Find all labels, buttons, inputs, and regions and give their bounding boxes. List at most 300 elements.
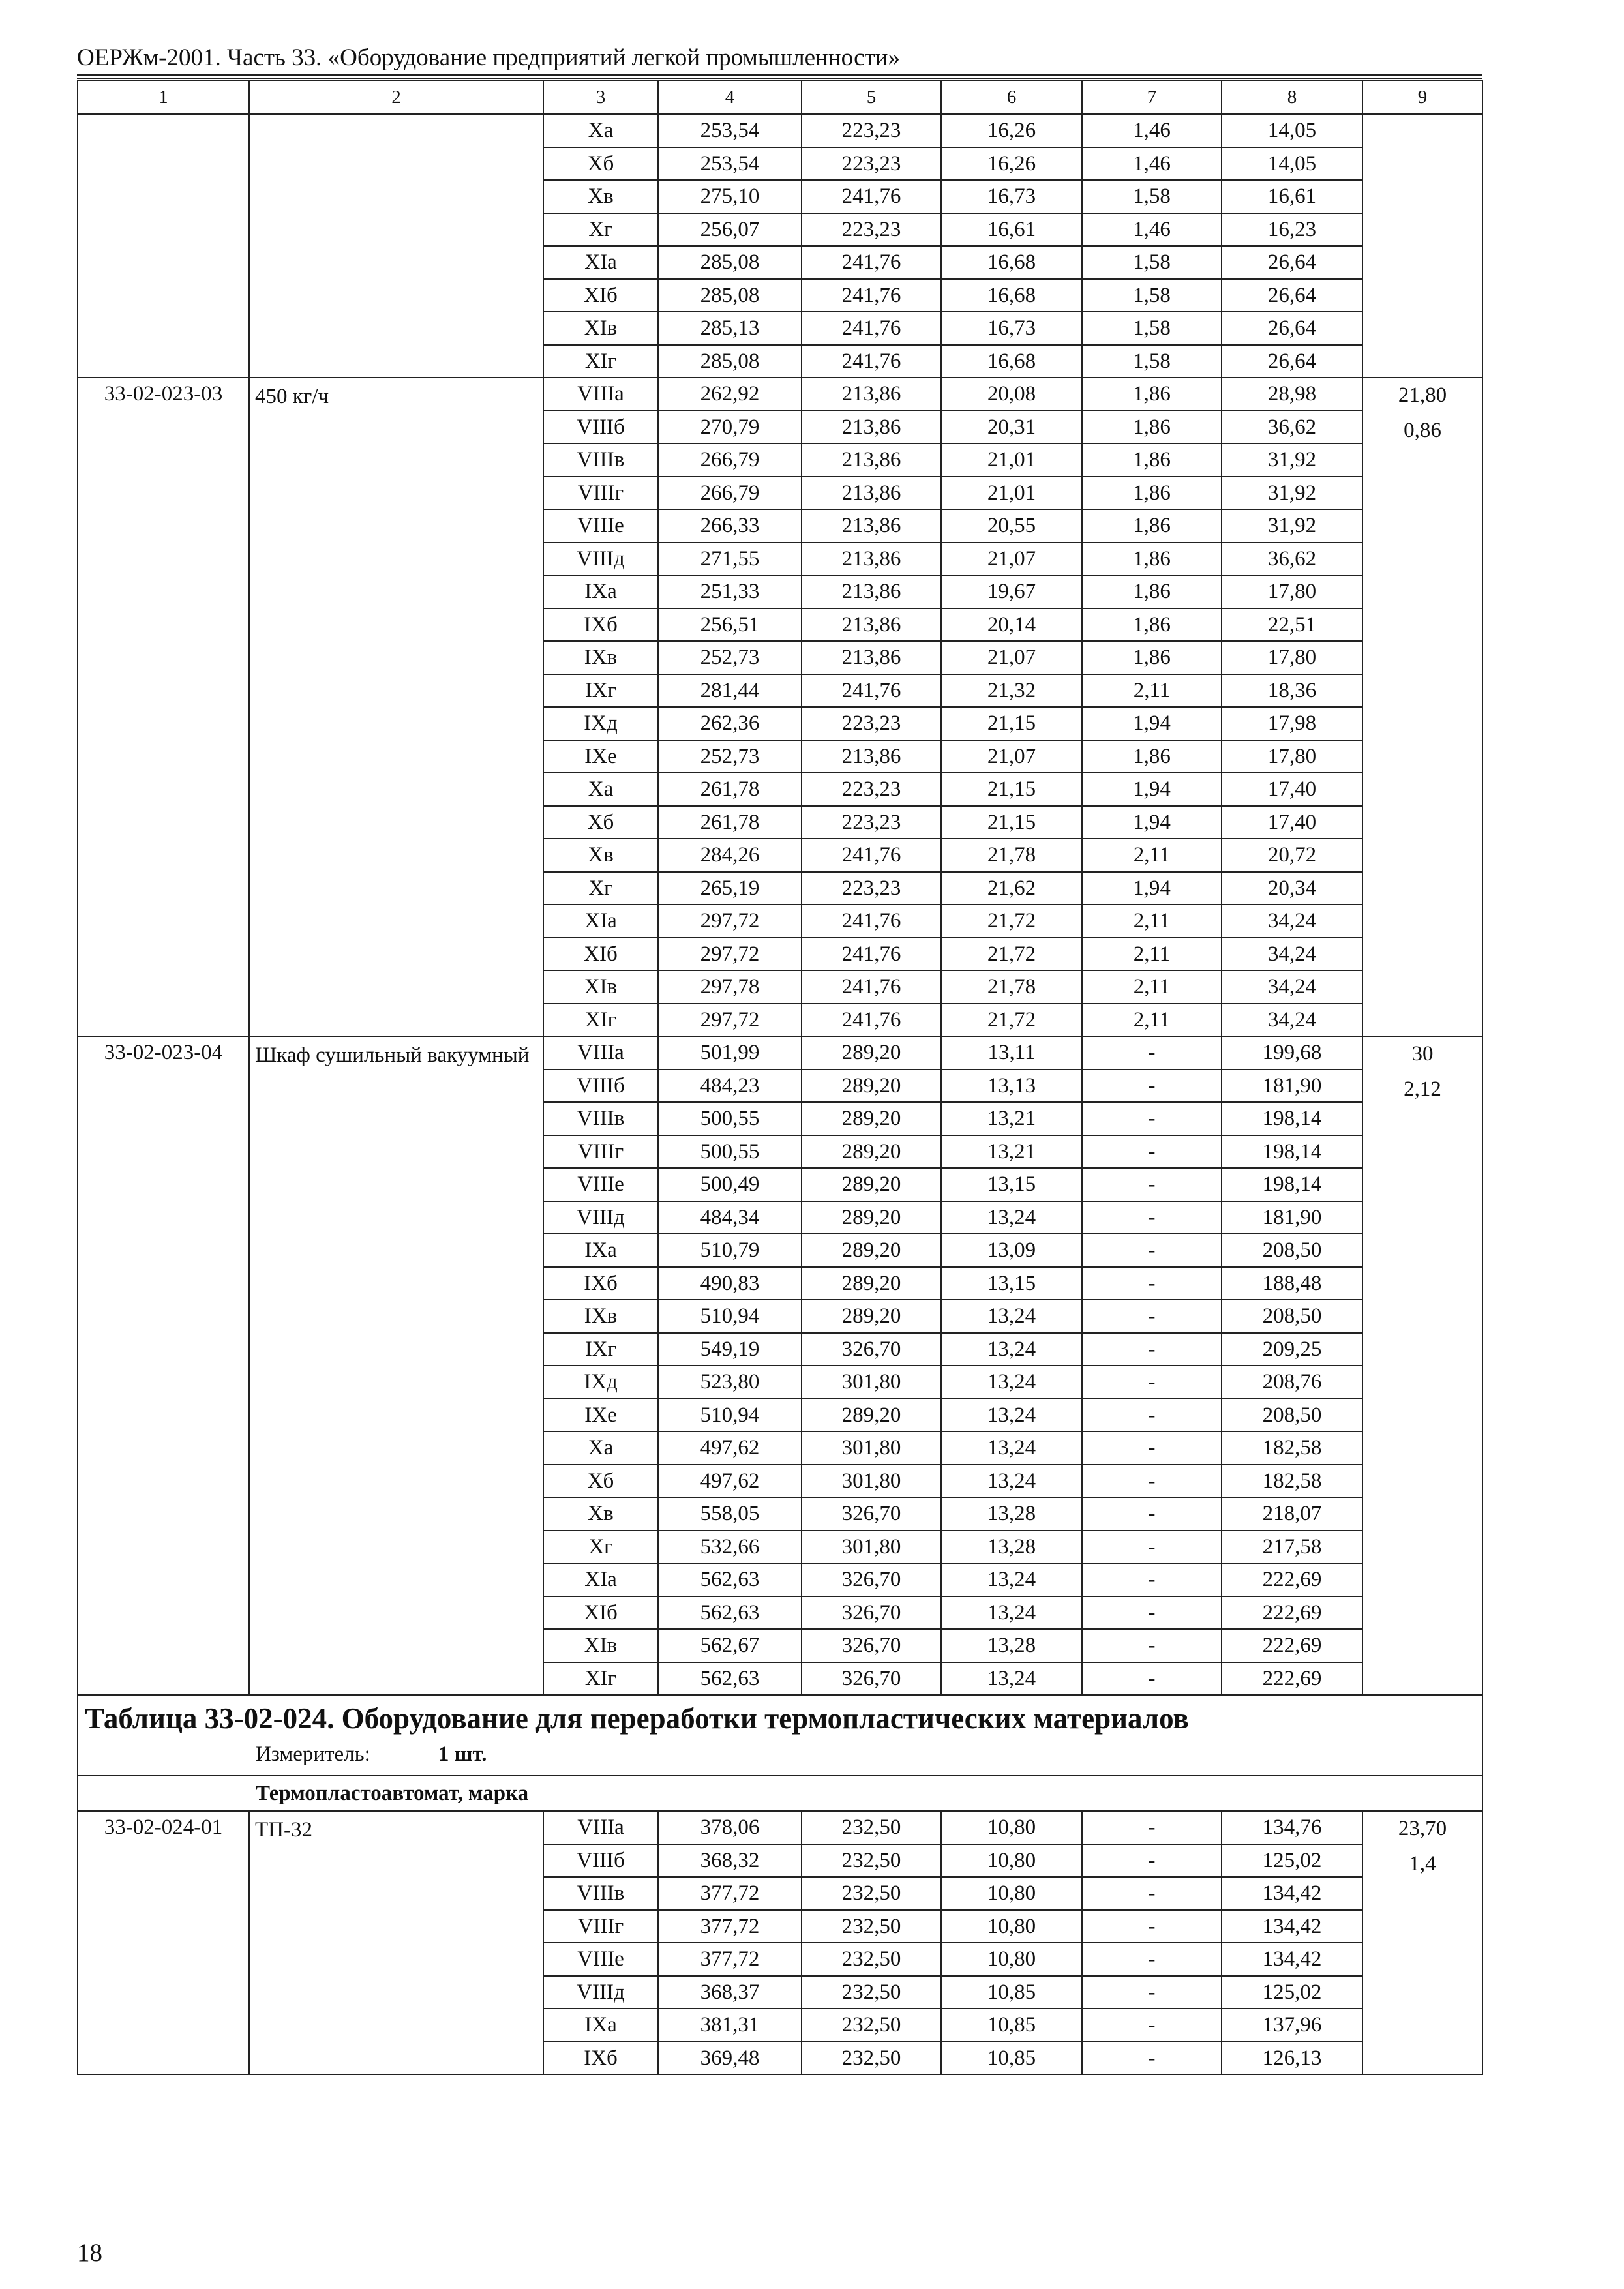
table-cell: 13,24 bbox=[941, 1465, 1082, 1498]
table-cell: XIб bbox=[543, 1596, 658, 1630]
table-cell: 1,46 bbox=[1082, 114, 1222, 147]
table-cell: 21,07 bbox=[941, 641, 1082, 674]
table-cell: 125,02 bbox=[1222, 1976, 1362, 2009]
table-cell: 134,76 bbox=[1222, 1811, 1362, 1844]
table-cell: 21,32 bbox=[941, 674, 1082, 708]
table-cell: 241,76 bbox=[802, 938, 941, 971]
table-cell: XIa bbox=[543, 1563, 658, 1596]
table-cell: VIIIe bbox=[543, 509, 658, 543]
table-cell: 232,50 bbox=[802, 1844, 941, 1878]
table-cell: 134,42 bbox=[1222, 1877, 1362, 1910]
table-cell: 13,24 bbox=[941, 1431, 1082, 1465]
table-cell: IXг bbox=[543, 1333, 658, 1366]
table-cell: - bbox=[1082, 1267, 1222, 1300]
table-cell: 2,11 bbox=[1082, 970, 1222, 1004]
col9-value: 21,80 bbox=[1398, 383, 1447, 407]
table-cell: IXв bbox=[543, 1300, 658, 1333]
table-cell: 21,15 bbox=[941, 806, 1082, 839]
table-cell: 369,48 bbox=[658, 2042, 802, 2075]
table-cell: 17,40 bbox=[1222, 806, 1362, 839]
col9-value: 2,12 bbox=[1404, 1077, 1441, 1101]
table-cell: Xг bbox=[543, 1531, 658, 1564]
rate-name-cell: ТП-32 bbox=[249, 1811, 543, 2074]
table-cell: 1,86 bbox=[1082, 608, 1222, 642]
table-cell: - bbox=[1082, 1300, 1222, 1333]
table-cell: XIв bbox=[543, 970, 658, 1004]
table-cell: 1,86 bbox=[1082, 477, 1222, 510]
table-cell: 10,80 bbox=[941, 1943, 1082, 1976]
column-number-row bbox=[78, 80, 1482, 114]
table-cell: 31,92 bbox=[1222, 443, 1362, 477]
table-cell: 16,68 bbox=[941, 279, 1082, 312]
table-cell: 199,68 bbox=[1222, 1036, 1362, 1070]
table-cell: IXг bbox=[543, 674, 658, 708]
table-cell: 188,48 bbox=[1222, 1267, 1362, 1300]
table-cell: Xг bbox=[543, 213, 658, 247]
table-title-cell bbox=[78, 1695, 1482, 1776]
table-cell: 181,90 bbox=[1222, 1201, 1362, 1234]
table-cell: 252,73 bbox=[658, 641, 802, 674]
table-cell: - bbox=[1082, 2042, 1222, 2075]
table-cell: 223,23 bbox=[802, 773, 941, 806]
table-cell: 289,20 bbox=[802, 1399, 941, 1432]
table-cell: 208,50 bbox=[1222, 1234, 1362, 1267]
table-cell: 1,94 bbox=[1082, 806, 1222, 839]
table-cell: 289,20 bbox=[802, 1135, 941, 1169]
table-cell: 262,92 bbox=[658, 378, 802, 411]
page-number: 18 bbox=[77, 2239, 102, 2267]
table-cell: Xб bbox=[543, 147, 658, 181]
table-cell: 285,08 bbox=[658, 345, 802, 378]
table-cell: - bbox=[1082, 1497, 1222, 1531]
table-cell: 213,86 bbox=[802, 740, 941, 773]
table-cell: 34,24 bbox=[1222, 970, 1362, 1004]
table-cell: 241,76 bbox=[802, 674, 941, 708]
table-subtitle-row bbox=[78, 1776, 1482, 1811]
table-cell: - bbox=[1082, 1234, 1222, 1267]
table-cell: 484,23 bbox=[658, 1070, 802, 1103]
table-cell: - bbox=[1082, 1596, 1222, 1630]
table-cell: 19,67 bbox=[941, 575, 1082, 608]
table-cell: - bbox=[1082, 1910, 1222, 1943]
rate-code-cell: 33-02-023-04 bbox=[78, 1036, 249, 1695]
table-cell: Xб bbox=[543, 1465, 658, 1498]
table-cell: 28,98 bbox=[1222, 378, 1362, 411]
table-cell: 13,24 bbox=[941, 1333, 1082, 1366]
table-title: Таблица 33-02-024. Оборудование для переработки термопластических материалов bbox=[85, 1702, 1189, 1735]
table-cell: 13,24 bbox=[941, 1596, 1082, 1630]
table-cell: 222,69 bbox=[1222, 1563, 1362, 1596]
page-header: ОЕРЖм-2001. Часть 33. «Оборудование предприятий легкой промышленности» bbox=[77, 44, 900, 71]
rate-name-cell: Шкаф сушильный вакуумный bbox=[249, 1036, 543, 1695]
table-cell: 213,86 bbox=[802, 509, 941, 543]
table-cell: 562,63 bbox=[658, 1563, 802, 1596]
table-row bbox=[78, 378, 1482, 411]
table-cell: 198,14 bbox=[1222, 1168, 1362, 1201]
table-cell: 284,26 bbox=[658, 839, 802, 872]
table-cell: XIг bbox=[543, 1004, 658, 1037]
table-cell: 289,20 bbox=[802, 1070, 941, 1103]
table-cell: 20,72 bbox=[1222, 839, 1362, 872]
table-cell: VIIIв bbox=[543, 443, 658, 477]
table-cell: 10,80 bbox=[941, 1811, 1082, 1844]
table-cell: - bbox=[1082, 1102, 1222, 1135]
table-cell: 326,70 bbox=[802, 1563, 941, 1596]
table-cell: - bbox=[1082, 1168, 1222, 1201]
table-cell: 17,40 bbox=[1222, 773, 1362, 806]
col9-value: 23,70 bbox=[1398, 1817, 1447, 1840]
table-cell: 20,55 bbox=[941, 509, 1082, 543]
table-cell: - bbox=[1082, 1877, 1222, 1910]
table-cell: IXa bbox=[543, 2009, 658, 2042]
table-cell: VIIIв bbox=[543, 1877, 658, 1910]
table-cell: 285,13 bbox=[658, 312, 802, 345]
table-cell: 497,62 bbox=[658, 1431, 802, 1465]
rate-col9-cell bbox=[1362, 378, 1482, 1036]
table-cell: 125,02 bbox=[1222, 1844, 1362, 1878]
rate-code-cell: 33-02-023-03 bbox=[78, 378, 249, 1036]
table-cell: 261,78 bbox=[658, 773, 802, 806]
table-cell: 1,46 bbox=[1082, 147, 1222, 181]
table-cell: 13,28 bbox=[941, 1531, 1082, 1564]
table-cell: Xб bbox=[543, 806, 658, 839]
table-cell: 2,11 bbox=[1082, 674, 1222, 708]
table-cell: 252,73 bbox=[658, 740, 802, 773]
table-cell: IXд bbox=[543, 1366, 658, 1399]
table-cell: 253,54 bbox=[658, 114, 802, 147]
col9-value: 1,4 bbox=[1409, 1851, 1436, 1876]
measure-label: Измеритель: bbox=[256, 1743, 370, 1766]
table-cell: - bbox=[1082, 1531, 1222, 1564]
table-cell: 213,86 bbox=[802, 443, 941, 477]
table-cell: XIг bbox=[543, 1662, 658, 1696]
table-cell: 1,94 bbox=[1082, 773, 1222, 806]
table-cell: XIб bbox=[543, 279, 658, 312]
table-cell: 21,78 bbox=[941, 970, 1082, 1004]
table-cell: 10,80 bbox=[941, 1910, 1082, 1943]
table-cell: 13,24 bbox=[941, 1399, 1082, 1432]
table-cell: IXe bbox=[543, 740, 658, 773]
table-cell: 21,01 bbox=[941, 477, 1082, 510]
table-cell: 13,28 bbox=[941, 1629, 1082, 1662]
table-cell: VIIIa bbox=[543, 378, 658, 411]
table-cell: 289,20 bbox=[802, 1036, 941, 1070]
table-cell: 26,64 bbox=[1222, 279, 1362, 312]
table-cell: 34,24 bbox=[1222, 905, 1362, 938]
table-cell: 377,72 bbox=[658, 1943, 802, 1976]
rate-col9-cell bbox=[1362, 1036, 1482, 1695]
table-cell: 13,09 bbox=[941, 1234, 1082, 1267]
table-cell: 326,70 bbox=[802, 1629, 941, 1662]
table-cell: 275,10 bbox=[658, 180, 802, 213]
table-cell: 1,58 bbox=[1082, 180, 1222, 213]
header-rule bbox=[77, 74, 1482, 76]
table-cell: 223,23 bbox=[802, 147, 941, 181]
table-cell: 13,24 bbox=[941, 1300, 1082, 1333]
table-cell: Xa bbox=[543, 114, 658, 147]
header-rule-double bbox=[77, 78, 1482, 79]
table-title-row bbox=[78, 1695, 1482, 1776]
table-cell: XIa bbox=[543, 905, 658, 938]
table-cell: 265,19 bbox=[658, 872, 802, 905]
table-cell: 301,80 bbox=[802, 1465, 941, 1498]
table-cell: 301,80 bbox=[802, 1366, 941, 1399]
table-cell: 26,64 bbox=[1222, 246, 1362, 279]
table-cell: 134,42 bbox=[1222, 1910, 1362, 1943]
table-cell: Xa bbox=[543, 773, 658, 806]
table-cell: 266,33 bbox=[658, 509, 802, 543]
table-cell: 10,80 bbox=[941, 1877, 1082, 1910]
table-cell: 326,70 bbox=[802, 1497, 941, 1531]
table-cell: 16,26 bbox=[941, 114, 1082, 147]
table-cell: - bbox=[1082, 1399, 1222, 1432]
table-cell: 1,86 bbox=[1082, 543, 1222, 576]
table-row bbox=[78, 1811, 1482, 1844]
table-cell: 232,50 bbox=[802, 1976, 941, 2009]
table-cell: 16,26 bbox=[941, 147, 1082, 181]
table-cell: 208,76 bbox=[1222, 1366, 1362, 1399]
column-number: 9 bbox=[1362, 80, 1482, 114]
table-cell: 232,50 bbox=[802, 2009, 941, 2042]
column-number: 2 bbox=[249, 80, 543, 114]
table-cell: 10,80 bbox=[941, 1844, 1082, 1878]
column-number: 6 bbox=[941, 80, 1082, 114]
table-cell: 232,50 bbox=[802, 1910, 941, 1943]
rates-table bbox=[77, 80, 1483, 2075]
table-cell: 241,76 bbox=[802, 905, 941, 938]
table-cell: 209,25 bbox=[1222, 1333, 1362, 1366]
table-cell: 377,72 bbox=[658, 1910, 802, 1943]
table-cell: 2,11 bbox=[1082, 839, 1222, 872]
table-cell: 301,80 bbox=[802, 1431, 941, 1465]
table-cell: - bbox=[1082, 1662, 1222, 1696]
table-cell: 17,80 bbox=[1222, 641, 1362, 674]
measure-value: 1 шт. bbox=[438, 1743, 487, 1766]
table-cell: 510,94 bbox=[658, 1399, 802, 1432]
table-cell: 523,80 bbox=[658, 1366, 802, 1399]
table-cell: 232,50 bbox=[802, 1877, 941, 1910]
table-cell: 213,86 bbox=[802, 411, 941, 444]
table-cell: 223,23 bbox=[802, 806, 941, 839]
table-cell: 289,20 bbox=[802, 1300, 941, 1333]
table-cell: 13,24 bbox=[941, 1563, 1082, 1596]
table-cell: 13,24 bbox=[941, 1366, 1082, 1399]
table-cell: 17,80 bbox=[1222, 575, 1362, 608]
table-cell: VIIIд bbox=[543, 543, 658, 576]
table-cell: Xг bbox=[543, 872, 658, 905]
table-cell: 562,63 bbox=[658, 1596, 802, 1630]
table-cell: XIв bbox=[543, 1629, 658, 1662]
table-cell: 17,80 bbox=[1222, 740, 1362, 773]
table-cell: - bbox=[1082, 1201, 1222, 1234]
table-cell: 208,50 bbox=[1222, 1300, 1362, 1333]
table-cell: VIIIe bbox=[543, 1168, 658, 1201]
table-cell: 222,69 bbox=[1222, 1596, 1362, 1630]
table-cell: 1,86 bbox=[1082, 575, 1222, 608]
table-cell: 21,72 bbox=[941, 938, 1082, 971]
table-cell: 262,36 bbox=[658, 707, 802, 740]
table-cell: 1,58 bbox=[1082, 345, 1222, 378]
table-cell: 182,58 bbox=[1222, 1465, 1362, 1498]
table-cell: 241,76 bbox=[802, 1004, 941, 1037]
table-cell: - bbox=[1082, 1135, 1222, 1169]
table-cell: 36,62 bbox=[1222, 411, 1362, 444]
table-cell: 213,86 bbox=[802, 575, 941, 608]
table-cell: 301,80 bbox=[802, 1531, 941, 1564]
table-cell: 21,15 bbox=[941, 773, 1082, 806]
table-cell: - bbox=[1082, 1629, 1222, 1662]
table-cell: 1,58 bbox=[1082, 246, 1222, 279]
table-cell: 484,34 bbox=[658, 1201, 802, 1234]
table-cell: XIa bbox=[543, 246, 658, 279]
table-cell: IXв bbox=[543, 641, 658, 674]
table-cell: 241,76 bbox=[802, 180, 941, 213]
table-cell: - bbox=[1082, 1811, 1222, 1844]
table-cell: 181,90 bbox=[1222, 1070, 1362, 1103]
table-cell: 14,05 bbox=[1222, 147, 1362, 181]
table-cell: 21,01 bbox=[941, 443, 1082, 477]
table-cell: IXa bbox=[543, 1234, 658, 1267]
table-cell: 213,86 bbox=[802, 378, 941, 411]
table-cell: 381,31 bbox=[658, 2009, 802, 2042]
table-cell: 562,63 bbox=[658, 1662, 802, 1696]
table-cell: 217,58 bbox=[1222, 1531, 1362, 1564]
table-cell: 21,72 bbox=[941, 905, 1082, 938]
column-number: 1 bbox=[78, 80, 249, 114]
table-cell: 2,11 bbox=[1082, 1004, 1222, 1037]
table-cell: 31,92 bbox=[1222, 477, 1362, 510]
table-cell: Xв bbox=[543, 180, 658, 213]
table-cell: 198,14 bbox=[1222, 1135, 1362, 1169]
table-cell: 126,13 bbox=[1222, 2042, 1362, 2075]
table-cell: 213,86 bbox=[802, 477, 941, 510]
table-cell: 532,66 bbox=[658, 1531, 802, 1564]
table-subtitle: Термопластоавтомат, марка bbox=[78, 1776, 1482, 1811]
table-cell: 20,34 bbox=[1222, 872, 1362, 905]
table-cell: 289,20 bbox=[802, 1168, 941, 1201]
table-cell: 10,85 bbox=[941, 2009, 1082, 2042]
table-cell: 1,86 bbox=[1082, 378, 1222, 411]
column-number: 3 bbox=[543, 80, 658, 114]
table-cell: 223,23 bbox=[802, 213, 941, 247]
table-cell: 285,08 bbox=[658, 246, 802, 279]
table-cell: 241,76 bbox=[802, 970, 941, 1004]
table-cell: 213,86 bbox=[802, 543, 941, 576]
table-cell: 241,76 bbox=[802, 345, 941, 378]
table-cell: 16,23 bbox=[1222, 213, 1362, 247]
table-cell: XIг bbox=[543, 345, 658, 378]
table-cell: 208,50 bbox=[1222, 1399, 1362, 1432]
table-cell: IXa bbox=[543, 575, 658, 608]
table-cell: 270,79 bbox=[658, 411, 802, 444]
table-cell: 241,76 bbox=[802, 279, 941, 312]
column-number: 8 bbox=[1222, 80, 1362, 114]
table-cell: 1,94 bbox=[1082, 707, 1222, 740]
rate-code-cell bbox=[78, 114, 249, 378]
table-cell: VIIIa bbox=[543, 1036, 658, 1070]
table-cell: - bbox=[1082, 1563, 1222, 1596]
table-cell: 182,58 bbox=[1222, 1431, 1362, 1465]
table-cell: 213,86 bbox=[802, 641, 941, 674]
rate-code-cell: 33-02-024-01 bbox=[78, 1811, 249, 2074]
table-cell: VIIIб bbox=[543, 1844, 658, 1878]
table-cell: 21,15 bbox=[941, 707, 1082, 740]
table-cell: - bbox=[1082, 1431, 1222, 1465]
table-cell: - bbox=[1082, 1465, 1222, 1498]
table-cell: 2,11 bbox=[1082, 905, 1222, 938]
table-cell: IXд bbox=[543, 707, 658, 740]
table-cell: VIIIe bbox=[543, 1943, 658, 1976]
table-cell: 501,99 bbox=[658, 1036, 802, 1070]
table-cell: - bbox=[1082, 1036, 1222, 1070]
table-cell: 297,78 bbox=[658, 970, 802, 1004]
table-cell: 13,15 bbox=[941, 1267, 1082, 1300]
col9-value: 30 bbox=[1411, 1042, 1434, 1066]
rate-name-cell: 450 кг/ч bbox=[249, 378, 543, 1036]
table-cell: Xa bbox=[543, 1431, 658, 1465]
table-cell: 256,07 bbox=[658, 213, 802, 247]
table-cell: VIIIб bbox=[543, 411, 658, 444]
table-cell: 261,78 bbox=[658, 806, 802, 839]
table-cell: 26,64 bbox=[1222, 345, 1362, 378]
table-cell: IXб bbox=[543, 2042, 658, 2075]
table-cell: VIIIг bbox=[543, 1135, 658, 1169]
table-cell: 223,23 bbox=[802, 707, 941, 740]
table-cell: - bbox=[1082, 1943, 1222, 1976]
table-cell: 13,13 bbox=[941, 1070, 1082, 1103]
table-cell: 222,69 bbox=[1222, 1662, 1362, 1696]
table-cell: 232,50 bbox=[802, 1811, 941, 1844]
table-cell: 16,73 bbox=[941, 180, 1082, 213]
table-cell: 2,11 bbox=[1082, 938, 1222, 971]
table-cell: 253,54 bbox=[658, 147, 802, 181]
table-cell: 368,37 bbox=[658, 1976, 802, 2009]
table-cell: 500,55 bbox=[658, 1135, 802, 1169]
table-cell: 558,05 bbox=[658, 1497, 802, 1531]
table-cell: 497,62 bbox=[658, 1465, 802, 1498]
table-cell: 20,31 bbox=[941, 411, 1082, 444]
table-cell: 31,92 bbox=[1222, 509, 1362, 543]
column-number: 4 bbox=[658, 80, 802, 114]
column-number: 7 bbox=[1082, 80, 1222, 114]
table-cell: 20,08 bbox=[941, 378, 1082, 411]
table-cell: 289,20 bbox=[802, 1201, 941, 1234]
table-cell: 36,62 bbox=[1222, 543, 1362, 576]
table-cell: 266,79 bbox=[658, 443, 802, 477]
table-cell: 510,79 bbox=[658, 1234, 802, 1267]
table-cell: 134,42 bbox=[1222, 1943, 1362, 1976]
table-cell: 1,94 bbox=[1082, 872, 1222, 905]
table-cell: 16,68 bbox=[941, 345, 1082, 378]
table-cell: 16,61 bbox=[941, 213, 1082, 247]
table-row bbox=[78, 114, 1482, 147]
table-cell: 500,49 bbox=[658, 1168, 802, 1201]
table-cell: 490,83 bbox=[658, 1267, 802, 1300]
table-cell: 21,07 bbox=[941, 740, 1082, 773]
table-cell: 368,32 bbox=[658, 1844, 802, 1878]
table-cell: Xв bbox=[543, 1497, 658, 1531]
table-cell: 1,86 bbox=[1082, 411, 1222, 444]
table-cell: - bbox=[1082, 2009, 1222, 2042]
table-cell: 16,61 bbox=[1222, 180, 1362, 213]
table-cell: 198,14 bbox=[1222, 1102, 1362, 1135]
rate-name-cell bbox=[249, 114, 543, 378]
table-cell: 510,94 bbox=[658, 1300, 802, 1333]
table-cell: 13,24 bbox=[941, 1201, 1082, 1234]
table-cell: 34,24 bbox=[1222, 1004, 1362, 1037]
table-cell: IXб bbox=[543, 608, 658, 642]
table-cell: 13,15 bbox=[941, 1168, 1082, 1201]
